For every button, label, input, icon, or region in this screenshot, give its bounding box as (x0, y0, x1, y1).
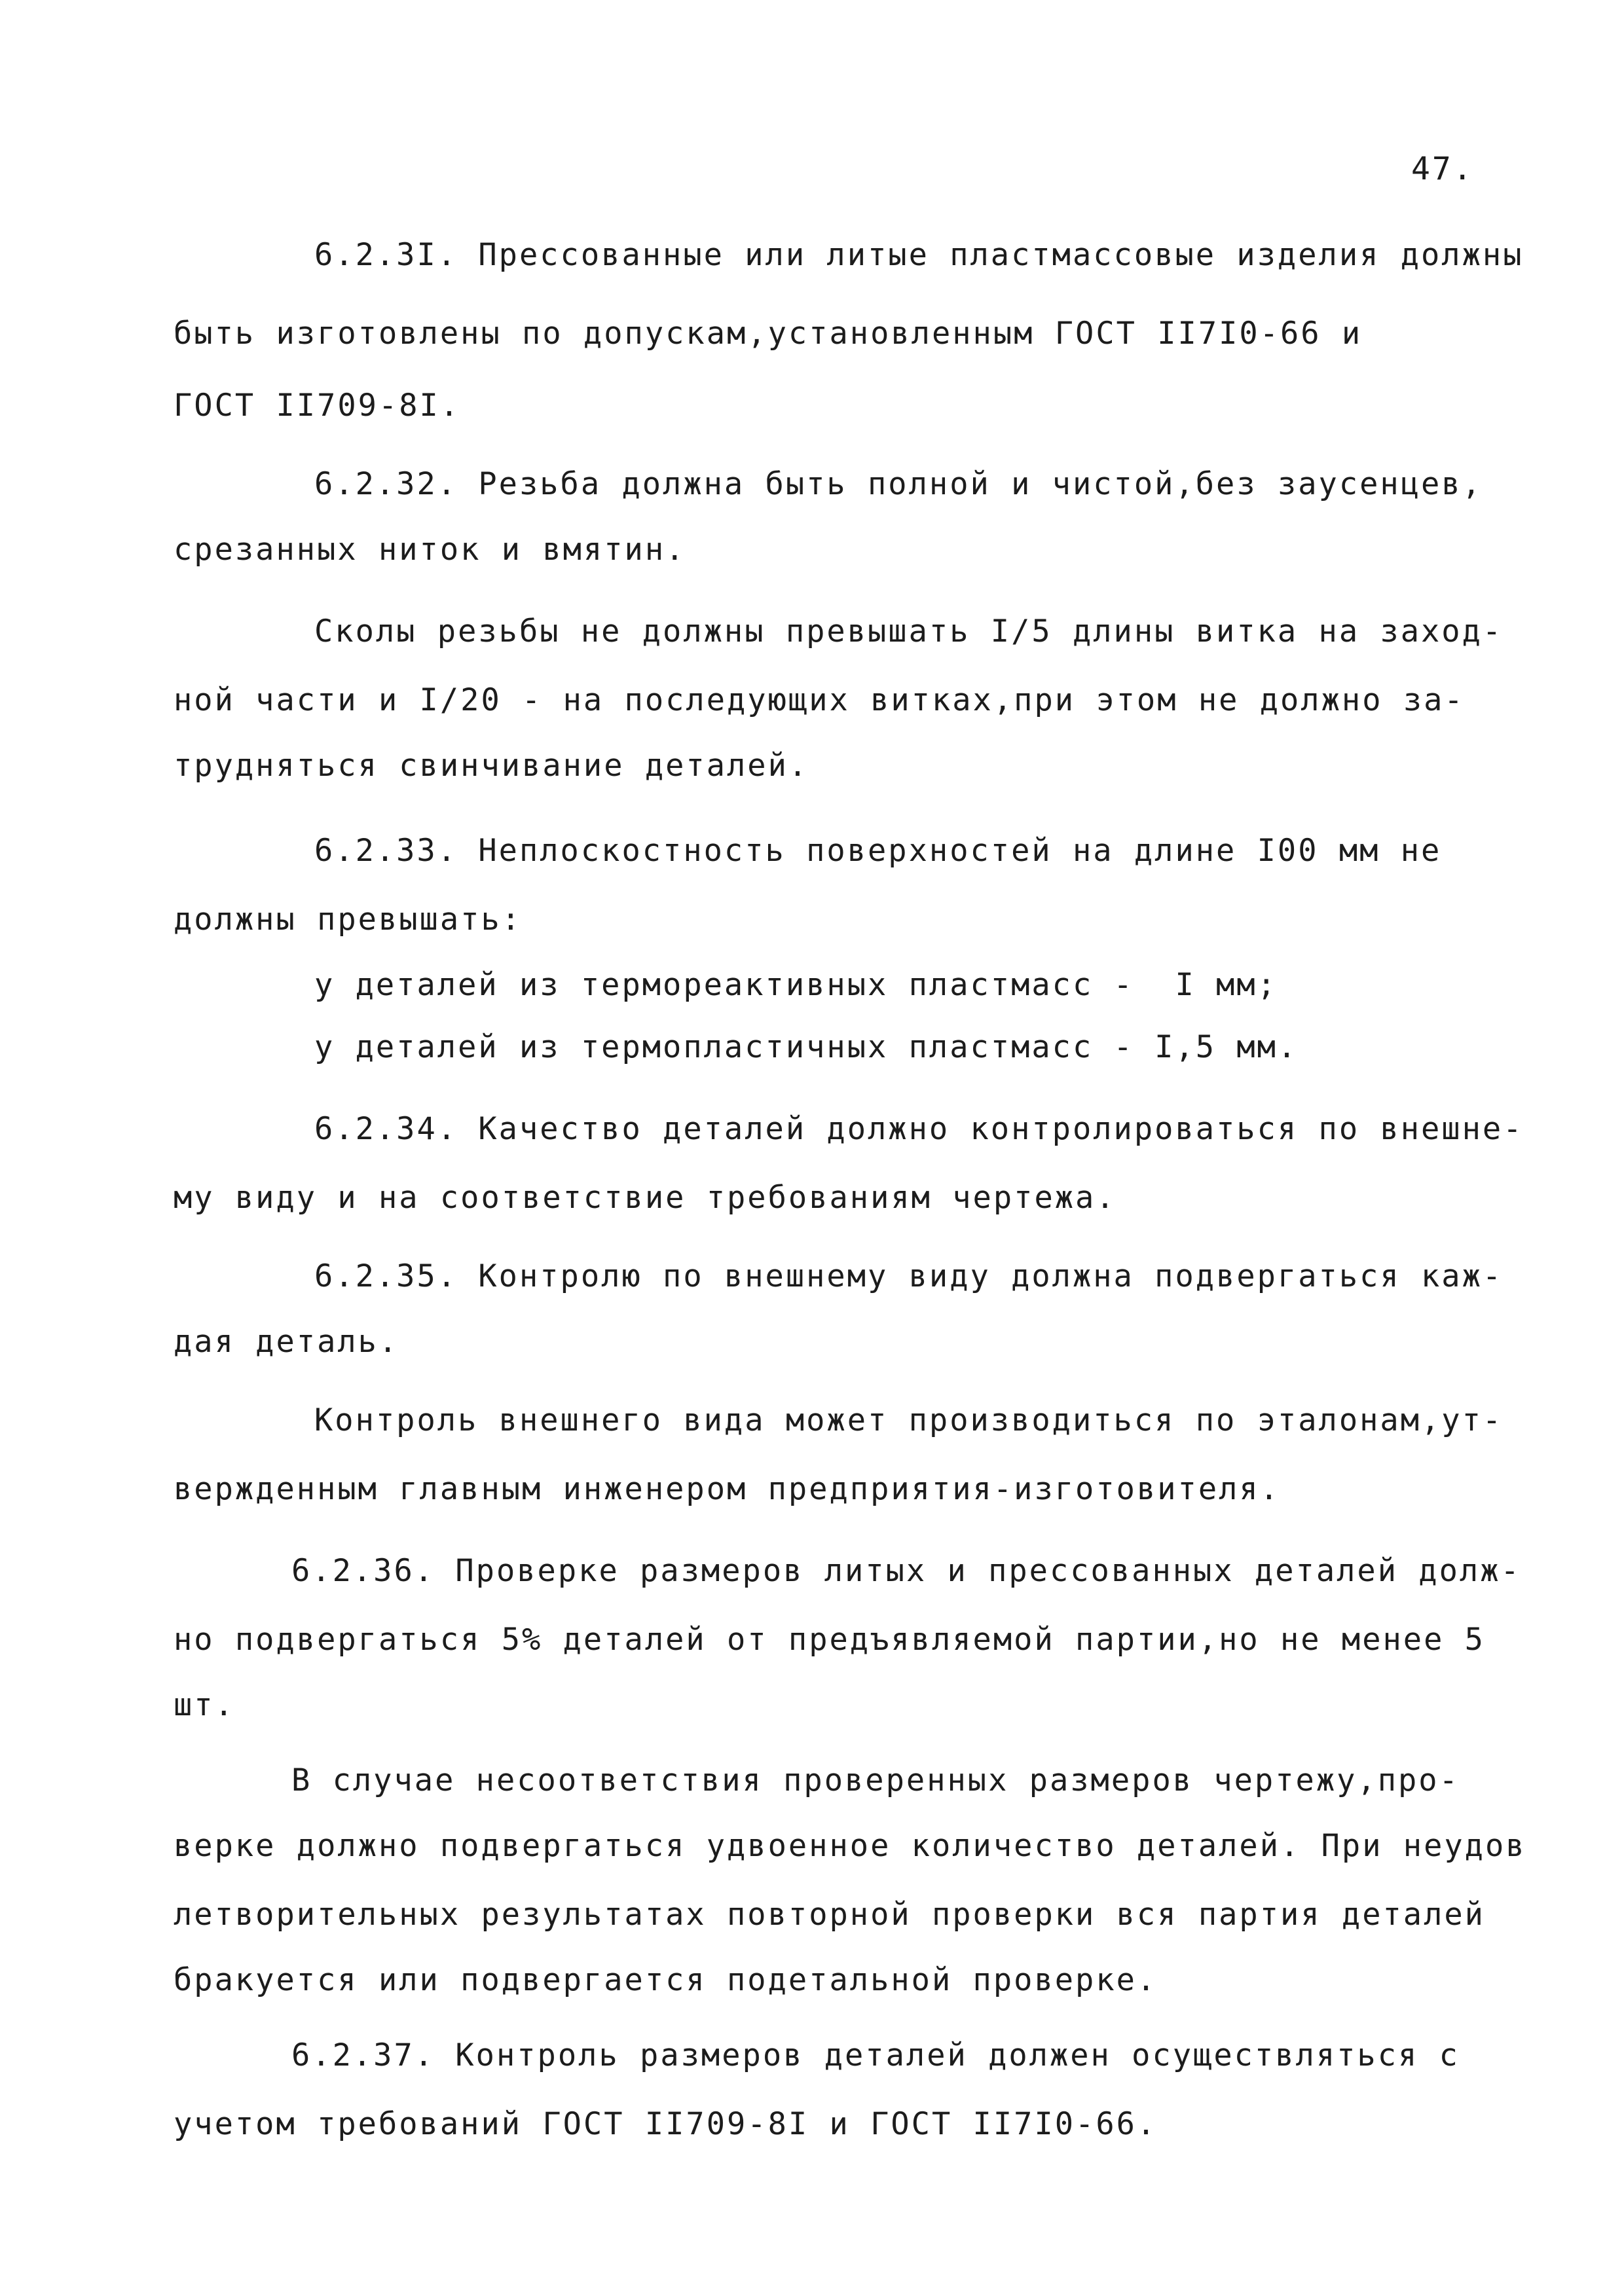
clause-6-2-37-line-2: учетом требований ГОСТ II709-8I и ГОСТ II7I0-66. (174, 2106, 1158, 2142)
paragraph-chips-line-2: ной части и I/20 - на последующих витках,при этом не должно за- (174, 682, 1465, 718)
paragraph-visual-control-line-2: вержденным главным инженером предприятия-изготовителя. (174, 1471, 1281, 1507)
clause-6-2-32-line-1: 6.2.32. Резьба должна быть полной и чистой,без заусенцев, (314, 466, 1483, 502)
clause-6-2-34-line-2: му виду и на соответствие требованиям чертежа. (174, 1180, 1116, 1216)
clause-6-2-33-item-1: у деталей из термореактивных пластмасс - I мм; (314, 967, 1278, 1003)
clause-6-2-33-line-1: 6.2.33. Неплоскостность поверхностей на длине I00 мм не (314, 833, 1442, 869)
clause-6-2-37-line-1: 6.2.37. Контроль размеров деталей должен осуществляться с (291, 2037, 1460, 2073)
clause-6-2-33-line-2: должны превышать: (174, 902, 523, 938)
clause-6-2-34-line-1: 6.2.34. Качество деталей должно контролироваться по внешне- (314, 1111, 1524, 1147)
clause-6-2-35-line-1: 6.2.35. Контролю по внешнему виду должна подвергаться каж- (314, 1258, 1504, 1294)
paragraph-visual-control-line-1: Контроль внешнего вида может производиться по эталонам,ут- (314, 1402, 1504, 1438)
clause-6-2-31-line-3: ГОСТ II709-8I. (174, 388, 461, 424)
clause-6-2-35-line-2: дая деталь. (174, 1324, 399, 1360)
clause-6-2-36-line-3: шт. (174, 1687, 235, 1723)
clause-6-2-33-item-2: у деталей из термопластичных пластмасс - I,5 мм. (314, 1029, 1299, 1065)
clause-6-2-31-line-2: быть изготовлены по допускам,установленным ГОСТ II7I0-66 и (174, 316, 1363, 352)
clause-6-2-31-line-1: 6.2.3I. Прессованные или литые пластмассовые изделия должны (314, 237, 1524, 273)
paragraph-chips-line-1: Сколы резьбы не должны превышать I/5 длины витка на заход- (314, 613, 1504, 649)
paragraph-chips-line-3: трудняться свинчивание деталей. (174, 748, 809, 784)
clause-6-2-36-line-1: 6.2.36. Проверке размеров литых и прессованных деталей долж- (291, 1553, 1521, 1589)
paragraph-mismatch-line-1: В случае несоответствия проверенных размеров чертежу,про- (291, 1762, 1460, 1798)
page-number: 47. (1411, 151, 1474, 187)
clause-6-2-36-line-2: но подвергаться 5% деталей от предъявляемой партии,но не менее 5 (174, 1622, 1485, 1658)
paragraph-mismatch-line-4: бракуется или подвергается подетальной проверке. (174, 1962, 1158, 1998)
paragraph-mismatch-line-3: летворительных результатах повторной проверки вся партия деталей (174, 1897, 1485, 1933)
paragraph-mismatch-line-2: верке должно подвергаться удвоенное количество деталей. При неудов (174, 1828, 1526, 1864)
clause-6-2-32-line-2: срезанных ниток и вмятин. (174, 532, 686, 568)
